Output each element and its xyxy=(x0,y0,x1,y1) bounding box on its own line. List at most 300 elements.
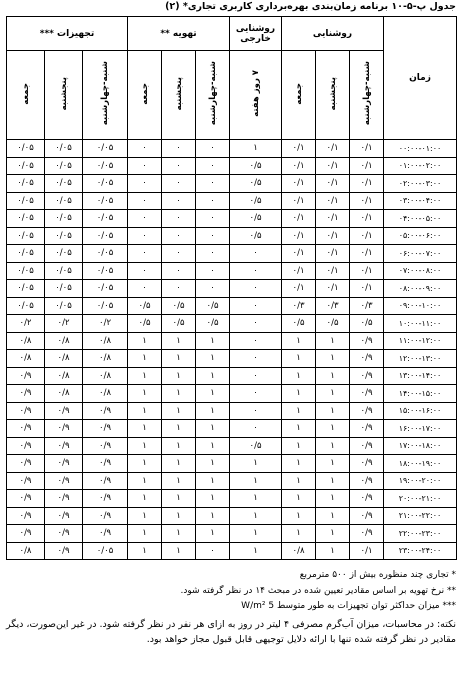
header-hvac: تهویه ** xyxy=(128,17,230,51)
value-cell: ۱ xyxy=(128,350,162,368)
value-cell: ۰/۰۵ xyxy=(83,297,128,315)
table-row xyxy=(7,455,457,473)
time-cell: ۰۷:۰۰-۰۸:۰۰ xyxy=(384,262,457,280)
value-cell: ۰/۱ xyxy=(350,280,384,298)
value-cell: ۰/۱ xyxy=(316,140,350,158)
subheader-equipment-sat-wed: شنبه-چهارشنبه xyxy=(83,51,128,140)
value-cell: ۱ xyxy=(162,542,196,560)
value-cell: ۱ xyxy=(162,525,196,543)
value-cell: ۰ xyxy=(128,175,162,193)
value-cell: ۱ xyxy=(196,385,230,403)
value-cell: ۰/۱ xyxy=(282,227,316,245)
value-cell: ۰ xyxy=(162,192,196,210)
value-cell: ۱ xyxy=(128,420,162,438)
value-cell: ۰/۰۵ xyxy=(83,157,128,175)
value-cell: ۰/۸ xyxy=(7,542,45,560)
value-cell: ۰/۹ xyxy=(83,420,128,438)
value-cell: ۰/۰۵ xyxy=(7,227,45,245)
table-row xyxy=(7,297,457,315)
time-cell: ۰۲:۰۰-۰۳:۰۰ xyxy=(384,175,457,193)
header-lighting: روشنایی xyxy=(282,17,384,51)
time-cell: ۱۴:۰۰-۱۵:۰۰ xyxy=(384,385,457,403)
value-cell: ۰/۲ xyxy=(83,315,128,333)
table-row xyxy=(7,332,457,350)
value-cell: ۰ xyxy=(162,262,196,280)
value-cell: ۰/۹ xyxy=(350,455,384,473)
value-cell: ۱ xyxy=(316,385,350,403)
value-cell: ۰/۰۵ xyxy=(7,245,45,263)
value-cell: ۰ xyxy=(162,227,196,245)
value-cell: ۰ xyxy=(162,210,196,228)
value-cell: ۰/۹ xyxy=(350,350,384,368)
value-cell: ۱ xyxy=(282,332,316,350)
value-cell: ۰/۹ xyxy=(45,455,83,473)
value-cell: ۱ xyxy=(128,507,162,525)
header-time: زمان xyxy=(384,17,457,140)
value-cell: ۰ xyxy=(128,157,162,175)
value-cell: ۱ xyxy=(196,455,230,473)
value-cell: ۱ xyxy=(162,472,196,490)
value-cell: ۰ xyxy=(162,140,196,158)
value-cell: ۰/۵ xyxy=(350,315,384,333)
value-cell: ۰/۹ xyxy=(7,437,45,455)
value-cell: ۰/۸ xyxy=(83,385,128,403)
value-cell: ۱ xyxy=(128,332,162,350)
value-cell: ۱ xyxy=(282,455,316,473)
value-cell: ۱ xyxy=(128,472,162,490)
value-cell: ۱ xyxy=(230,490,282,508)
time-cell: ۰۵:۰۰-۰۶:۰۰ xyxy=(384,227,457,245)
value-cell: ۰/۹ xyxy=(350,332,384,350)
value-cell: ۰/۰۵ xyxy=(45,140,83,158)
value-cell: ۱ xyxy=(282,367,316,385)
table-row xyxy=(7,525,457,543)
value-cell: ۰/۰۵ xyxy=(45,227,83,245)
value-cell: ۰/۹ xyxy=(350,402,384,420)
table-row xyxy=(7,315,457,333)
value-cell: ۱ xyxy=(196,437,230,455)
value-cell: ۰/۰۵ xyxy=(83,175,128,193)
value-cell: ۰/۰۵ xyxy=(7,157,45,175)
table-row xyxy=(7,140,457,158)
value-cell: ۰/۰۵ xyxy=(45,210,83,228)
value-cell: ۰/۰۵ xyxy=(7,192,45,210)
value-cell: ۰/۰۵ xyxy=(7,175,45,193)
value-cell: ۰/۹ xyxy=(350,385,384,403)
value-cell: ۰ xyxy=(128,192,162,210)
value-cell: ۱ xyxy=(128,525,162,543)
time-cell: ۱۷:۰۰-۱۸:۰۰ xyxy=(384,437,457,455)
value-cell: ۰/۱ xyxy=(282,245,316,263)
value-cell: ۰/۵ xyxy=(230,192,282,210)
value-cell: ۰/۵ xyxy=(196,315,230,333)
value-cell: ۱ xyxy=(162,490,196,508)
value-cell: ۰/۹ xyxy=(7,385,45,403)
value-cell: ۰/۰۵ xyxy=(45,192,83,210)
value-cell: ۰/۰۵ xyxy=(83,262,128,280)
footnote-2: ** نرخ تهویه بر اساس مقادیر تعیین شده در مبحث ۱۴ در نظر گرفته شود. xyxy=(180,585,456,596)
value-cell: ۰ xyxy=(162,175,196,193)
value-cell: ۰/۱ xyxy=(350,245,384,263)
value-cell: ۰/۹ xyxy=(7,507,45,525)
value-cell: ۰/۸ xyxy=(282,542,316,560)
value-cell: ۰/۹ xyxy=(83,455,128,473)
time-cell: ۰۶:۰۰-۰۷:۰۰ xyxy=(384,245,457,263)
table-row xyxy=(7,175,457,193)
value-cell: ۰/۹ xyxy=(7,455,45,473)
value-cell: ۰ xyxy=(128,280,162,298)
value-cell: ۱ xyxy=(196,490,230,508)
value-cell: ۰ xyxy=(128,210,162,228)
value-cell: ۰/۹ xyxy=(350,472,384,490)
value-cell: ۰ xyxy=(230,245,282,263)
value-cell: ۰/۱ xyxy=(316,280,350,298)
table-row xyxy=(7,542,457,560)
table-row xyxy=(7,490,457,508)
value-cell: ۱ xyxy=(316,472,350,490)
value-cell: ۰/۸ xyxy=(83,332,128,350)
value-cell: ۱ xyxy=(162,437,196,455)
value-cell: ۱ xyxy=(282,472,316,490)
value-cell: ۰/۱ xyxy=(316,210,350,228)
header-equipment: تجهیزات *** xyxy=(7,17,128,51)
value-cell: ۰/۵ xyxy=(230,210,282,228)
value-cell: ۰ xyxy=(196,210,230,228)
value-cell: ۱ xyxy=(162,367,196,385)
value-cell: ۰/۸ xyxy=(45,332,83,350)
value-cell: ۱ xyxy=(282,402,316,420)
value-cell: ۰ xyxy=(230,420,282,438)
value-cell: ۰/۹ xyxy=(45,542,83,560)
value-cell: ۰ xyxy=(230,367,282,385)
value-cell: ۰/۹ xyxy=(83,490,128,508)
value-cell: ۰/۱ xyxy=(282,192,316,210)
value-cell: ۰/۵ xyxy=(230,227,282,245)
value-cell: ۱ xyxy=(196,332,230,350)
value-cell: ۱ xyxy=(316,455,350,473)
value-cell: ۰/۱ xyxy=(350,262,384,280)
value-cell: ۰/۰۵ xyxy=(83,192,128,210)
value-cell: ۰/۱ xyxy=(350,210,384,228)
value-cell: ۱ xyxy=(196,507,230,525)
time-cell: ۱۱:۰۰-۱۲:۰۰ xyxy=(384,332,457,350)
value-cell: ۱ xyxy=(128,437,162,455)
value-cell: ۰ xyxy=(162,245,196,263)
value-cell: ۰/۰۵ xyxy=(45,280,83,298)
value-cell: ۰/۹ xyxy=(350,525,384,543)
footnotes xyxy=(6,568,456,648)
table-title: جدول پ‑۵‑۱۰ برنامه زمان‌بندی بهره‌برداری کاربری تجاری* (۲) xyxy=(165,1,456,12)
value-cell: ۱ xyxy=(282,437,316,455)
table-row xyxy=(7,367,457,385)
value-cell: ۱ xyxy=(316,367,350,385)
value-cell: ۰/۱ xyxy=(350,140,384,158)
value-cell: ۰/۹ xyxy=(83,525,128,543)
value-cell: ۱ xyxy=(230,525,282,543)
value-cell: ۱ xyxy=(128,367,162,385)
value-cell: ۰/۰۵ xyxy=(45,262,83,280)
value-cell: ۰ xyxy=(196,262,230,280)
value-cell: ۰/۹ xyxy=(45,437,83,455)
value-cell: ۰/۰۵ xyxy=(83,542,128,560)
value-cell: ۱ xyxy=(162,350,196,368)
value-cell: ۱ xyxy=(128,455,162,473)
time-cell: ۲۰:۰۰-۲۱:۰۰ xyxy=(384,490,457,508)
schedule-body xyxy=(7,140,457,560)
value-cell: ۰/۹ xyxy=(83,507,128,525)
value-cell: ۰ xyxy=(128,140,162,158)
time-cell: ۱۲:۰۰-۱۳:۰۰ xyxy=(384,350,457,368)
value-cell: ۰/۱ xyxy=(350,542,384,560)
value-cell: ۰/۱ xyxy=(316,227,350,245)
time-cell: ۱۵:۰۰-۱۶:۰۰ xyxy=(384,402,457,420)
value-cell: ۱ xyxy=(162,420,196,438)
time-cell: ۰۴:۰۰-۰۵:۰۰ xyxy=(384,210,457,228)
value-cell: ۰ xyxy=(196,227,230,245)
value-cell: ۰/۹ xyxy=(83,437,128,455)
value-cell: ۱ xyxy=(162,332,196,350)
value-cell: ۰/۱ xyxy=(282,157,316,175)
time-cell: ۲۳:۰۰-۲۴:۰۰ xyxy=(384,542,457,560)
value-cell: ۱ xyxy=(230,455,282,473)
value-cell: ۰/۱ xyxy=(282,210,316,228)
value-cell: ۰/۱ xyxy=(282,280,316,298)
value-cell: ۰/۹ xyxy=(350,507,384,525)
value-cell: ۱ xyxy=(196,402,230,420)
table-row xyxy=(7,507,457,525)
value-cell: ۰/۹ xyxy=(45,525,83,543)
table-row xyxy=(7,245,457,263)
table-row xyxy=(7,437,457,455)
time-cell: ۰۳:۰۰-۰۴:۰۰ xyxy=(384,192,457,210)
table-row xyxy=(7,210,457,228)
value-cell: ۰/۰۵ xyxy=(45,245,83,263)
time-cell: ۱۸:۰۰-۱۹:۰۰ xyxy=(384,455,457,473)
value-cell: ۰ xyxy=(230,297,282,315)
value-cell: ۰/۰۵ xyxy=(7,140,45,158)
time-cell: ۱۶:۰۰-۱۷:۰۰ xyxy=(384,420,457,438)
value-cell: ۰/۱ xyxy=(316,245,350,263)
time-cell: ۰۱:۰۰-۰۲:۰۰ xyxy=(384,157,457,175)
value-cell: ۰ xyxy=(230,315,282,333)
value-cell: ۰ xyxy=(196,157,230,175)
table-row xyxy=(7,385,457,403)
value-cell: ۱ xyxy=(230,140,282,158)
value-cell: ۱ xyxy=(316,525,350,543)
value-cell: ۰ xyxy=(196,140,230,158)
table-row xyxy=(7,472,457,490)
value-cell: ۱ xyxy=(316,332,350,350)
footnote-note: نکته: در محاسبات، میزان آب‌گرم مصرفی ۴ لیتر در روز به ازای هر نفر در نظر گرفته شود. در غیر این‌صورت، دیگر مقادیر در نظر گرفته شده تنها با ارائه دلایل توجیهی قابل قبول مجاز خواهد بود. xyxy=(6,618,456,645)
value-cell: ۰/۸ xyxy=(83,367,128,385)
value-cell: ۰ xyxy=(230,402,282,420)
value-cell: ۰/۵ xyxy=(196,297,230,315)
value-cell: ۰ xyxy=(196,192,230,210)
value-cell: ۰/۵ xyxy=(282,315,316,333)
value-cell: ۱ xyxy=(230,472,282,490)
value-cell: ۰/۸ xyxy=(45,350,83,368)
value-cell: ۰/۹ xyxy=(83,402,128,420)
value-cell: ۰/۹ xyxy=(350,367,384,385)
subheader-hvac-thu: پنجشنبه xyxy=(162,51,196,140)
time-cell: ۰۸:۰۰-۰۹:۰۰ xyxy=(384,280,457,298)
value-cell: ۰/۱ xyxy=(316,157,350,175)
value-cell: ۱ xyxy=(316,420,350,438)
time-cell: ۲۱:۰۰-۲۲:۰۰ xyxy=(384,507,457,525)
value-cell: ۰/۰۵ xyxy=(7,280,45,298)
value-cell: ۰/۰۵ xyxy=(83,210,128,228)
value-cell: ۰/۰۵ xyxy=(45,157,83,175)
table-row xyxy=(7,402,457,420)
value-cell: ۰/۱ xyxy=(316,175,350,193)
value-cell: ۱ xyxy=(230,507,282,525)
time-cell: ۱۹:۰۰-۲۰:۰۰ xyxy=(384,472,457,490)
value-cell: ۰/۰۵ xyxy=(45,297,83,315)
value-cell: ۰/۱ xyxy=(350,157,384,175)
value-cell: ۱ xyxy=(282,385,316,403)
value-cell: ۱ xyxy=(128,385,162,403)
value-cell: ۰/۵ xyxy=(230,437,282,455)
value-cell: ۰/۹ xyxy=(45,472,83,490)
value-cell: ۰/۳ xyxy=(282,297,316,315)
value-cell: ۰/۹ xyxy=(7,402,45,420)
table-row xyxy=(7,280,457,298)
subheader-outdoor-all-week: ۷ روز هفته xyxy=(230,51,282,140)
value-cell: ۰/۹ xyxy=(45,420,83,438)
value-cell: ۰/۸ xyxy=(7,350,45,368)
value-cell: ۰/۵ xyxy=(230,175,282,193)
value-cell: ۰/۰۵ xyxy=(45,175,83,193)
value-cell: ۰ xyxy=(196,175,230,193)
value-cell: ۰/۱ xyxy=(282,140,316,158)
value-cell: ۰/۹ xyxy=(45,507,83,525)
table-row xyxy=(7,157,457,175)
subheader-lighting-thu: پنجشنبه xyxy=(316,51,350,140)
value-cell: ۰ xyxy=(196,542,230,560)
value-cell: ۰/۱ xyxy=(350,175,384,193)
value-cell: ۱ xyxy=(162,507,196,525)
value-cell: ۰/۹ xyxy=(83,472,128,490)
value-cell: ۰/۹ xyxy=(7,472,45,490)
value-cell: ۰/۹ xyxy=(7,525,45,543)
value-cell: ۰/۸ xyxy=(45,367,83,385)
value-cell: ۰/۲ xyxy=(45,315,83,333)
value-cell: ۰/۸ xyxy=(7,332,45,350)
value-cell: ۱ xyxy=(128,490,162,508)
value-cell: ۱ xyxy=(230,542,282,560)
value-cell: ۰/۱ xyxy=(350,192,384,210)
subheader-lighting-sat-wed: شنبه-چهارشنبه xyxy=(350,51,384,140)
time-cell: ۰۹:۰۰-۱۰:۰۰ xyxy=(384,297,457,315)
subheader-hvac-sat-wed: شنبه-چهارشنبه xyxy=(196,51,230,140)
value-cell: ۰ xyxy=(230,280,282,298)
value-cell: ۰/۲ xyxy=(7,315,45,333)
value-cell: ۱ xyxy=(128,542,162,560)
value-cell: ۰/۹ xyxy=(350,437,384,455)
value-cell: ۰/۵ xyxy=(230,157,282,175)
value-cell: ۰/۰۵ xyxy=(7,210,45,228)
value-cell: ۰/۰۵ xyxy=(7,297,45,315)
value-cell: ۱ xyxy=(196,350,230,368)
value-cell: ۱ xyxy=(162,385,196,403)
table-row xyxy=(7,227,457,245)
value-cell: ۰/۸ xyxy=(45,385,83,403)
value-cell: ۰/۱ xyxy=(350,227,384,245)
value-cell: ۱ xyxy=(316,437,350,455)
subheader-equipment-fri: جمعه xyxy=(7,51,45,140)
table-row xyxy=(7,350,457,368)
value-cell: ۰/۰۵ xyxy=(83,245,128,263)
value-cell: ۱ xyxy=(282,525,316,543)
value-cell: ۱ xyxy=(196,420,230,438)
value-cell: ۰/۰۵ xyxy=(83,280,128,298)
value-cell: ۱ xyxy=(196,472,230,490)
value-cell: ۰/۳ xyxy=(350,297,384,315)
value-cell: ۰/۹ xyxy=(45,402,83,420)
header-outdoor-lighting: روشنایی خارجی xyxy=(230,17,282,51)
time-cell: ۱۰:۰۰-۱۱:۰۰ xyxy=(384,315,457,333)
value-cell: ۰/۵ xyxy=(162,315,196,333)
schedule-table xyxy=(6,16,457,560)
value-cell: ۰/۱ xyxy=(316,192,350,210)
value-cell: ۰/۹ xyxy=(350,490,384,508)
value-cell: ۰ xyxy=(230,385,282,403)
value-cell: ۱ xyxy=(128,402,162,420)
value-cell: ۱ xyxy=(282,507,316,525)
value-cell: ۰/۸ xyxy=(83,350,128,368)
value-cell: ۰/۱ xyxy=(282,262,316,280)
value-cell: ۰ xyxy=(162,157,196,175)
value-cell: ۰/۵ xyxy=(128,315,162,333)
value-cell: ۰/۹ xyxy=(7,420,45,438)
value-cell: ۱ xyxy=(282,420,316,438)
subheader-equipment-thu: پنجشنبه xyxy=(45,51,83,140)
value-cell: ۰/۰۵ xyxy=(83,227,128,245)
value-cell: ۱ xyxy=(316,542,350,560)
value-cell: ۰/۱ xyxy=(282,175,316,193)
value-cell: ۰/۹ xyxy=(45,490,83,508)
value-cell: ۰/۹ xyxy=(7,490,45,508)
time-cell: ۲۲:۰۰-۲۳:۰۰ xyxy=(384,525,457,543)
value-cell: ۰ xyxy=(196,280,230,298)
value-cell: ۰/۵ xyxy=(316,315,350,333)
value-cell: ۰/۵ xyxy=(128,297,162,315)
value-cell: ۰/۰۵ xyxy=(7,262,45,280)
value-cell: ۰ xyxy=(128,227,162,245)
subheader-hvac-fri: جمعه xyxy=(128,51,162,140)
value-cell: ۰ xyxy=(230,262,282,280)
value-cell: ۱ xyxy=(316,507,350,525)
table-row xyxy=(7,262,457,280)
table-row xyxy=(7,192,457,210)
value-cell: ۰ xyxy=(230,332,282,350)
value-cell: ۱ xyxy=(196,525,230,543)
value-cell: ۰ xyxy=(196,245,230,263)
value-cell: ۱ xyxy=(196,367,230,385)
value-cell: ۱ xyxy=(162,455,196,473)
value-cell: ۰ xyxy=(128,262,162,280)
value-cell: ۱ xyxy=(316,402,350,420)
value-cell: ۱ xyxy=(282,490,316,508)
value-cell: ۰ xyxy=(230,350,282,368)
value-cell: ۱ xyxy=(162,402,196,420)
time-cell: ۱۳:۰۰-۱۴:۰۰ xyxy=(384,367,457,385)
time-cell: ۰۰:۰۰-۰۱:۰۰ xyxy=(384,140,457,158)
value-cell: ۰/۹ xyxy=(350,420,384,438)
value-cell: ۰/۰۵ xyxy=(83,140,128,158)
value-cell: ۱ xyxy=(316,350,350,368)
footnote-3: *** میزان حداکثر توان تجهیزات به طور متوسط 5 W/m² xyxy=(241,601,456,611)
